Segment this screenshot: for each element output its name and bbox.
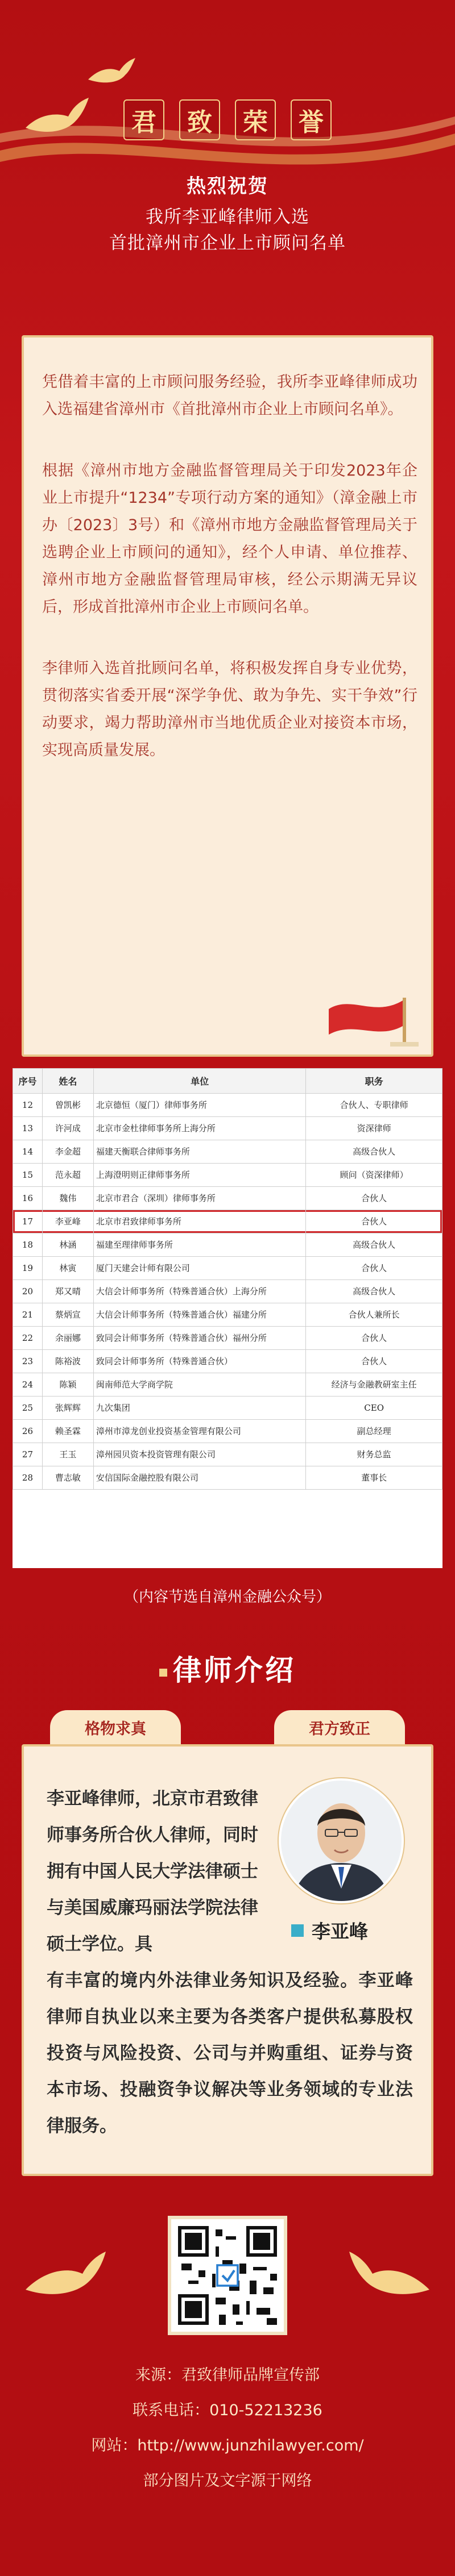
- cell-position: 高级合伙人: [306, 1280, 442, 1303]
- cell-position: CEO: [306, 1397, 442, 1420]
- qr-code-icon: [171, 2219, 284, 2332]
- table-row: [13, 1094, 442, 1117]
- dove-icon-top: [85, 57, 136, 91]
- cell-position: 合伙人、专职律师: [306, 1094, 442, 1117]
- cell-name: 张辉辉: [42, 1397, 93, 1420]
- cell-index: 14: [13, 1140, 43, 1164]
- title-char: 誉: [291, 99, 332, 140]
- cell-index: 18: [13, 1233, 43, 1257]
- cell-index: 12: [13, 1094, 43, 1117]
- lawyer-photo: [279, 1778, 404, 1903]
- title-square-icon: [159, 1669, 167, 1677]
- lawyer-name-tag: [291, 1917, 368, 1944]
- cell-index: 24: [13, 1373, 43, 1397]
- table-row: [13, 1327, 442, 1350]
- cell-position: 合伙人: [306, 1350, 442, 1373]
- header-unit: 单位: [93, 1069, 305, 1094]
- cell-position: 合伙人: [306, 1187, 442, 1210]
- cell-name: 许河成: [42, 1117, 93, 1140]
- cell-index: 21: [13, 1303, 43, 1327]
- table-row: [13, 1280, 442, 1303]
- footer-source: 来源：君致律师品牌宣传部: [135, 2366, 320, 2384]
- title-row: [0, 99, 455, 139]
- headline-congrats: 热烈祝贺: [187, 175, 268, 198]
- table-body: [13, 1094, 442, 1490]
- table-row: [13, 1303, 442, 1327]
- section-title: [0, 1648, 455, 1689]
- cell-index: 22: [13, 1327, 43, 1350]
- source-note: （内容节选自漳州金融公众号）: [123, 1589, 331, 1606]
- header: [0, 0, 455, 318]
- name-marker-icon: [291, 1924, 304, 1937]
- intro-paragraph-3: 李律师入选首批顾问名单，将积极发挥自身专业优势，贯彻落实省委开展“深学争优、敢为争先、实干争效”行动要求，竭力帮助漳州市当地优质企业对接资本市场，实现高质量发展。: [42, 660, 417, 759]
- cell-position: 资深律师: [306, 1117, 442, 1140]
- cell-unit: 漳州园贝资本投资管理有限公司: [93, 1443, 305, 1466]
- footer-disclaimer: 部分图片及文字源于网络: [143, 2472, 312, 2490]
- cell-unit: 北京德恒（厦门）律师事务所: [93, 1094, 305, 1117]
- cell-name: 余丽娜: [42, 1327, 93, 1350]
- cell-name: 王玉: [42, 1443, 93, 1466]
- cell-name: 范永超: [42, 1164, 93, 1187]
- cell-name: 曹志敏: [42, 1466, 93, 1490]
- cell-index: 15: [13, 1164, 43, 1187]
- table-row: [13, 1466, 442, 1490]
- headline-line2: 我所李亚峰律师入选: [146, 207, 309, 227]
- cell-name: 曾凯彬: [42, 1094, 93, 1117]
- headline-line3: 首批漳州市企业上市顾问名单: [109, 233, 346, 253]
- cell-unit: 福建至理律师事务所: [93, 1233, 305, 1257]
- table-row: [13, 1443, 442, 1466]
- headline: [0, 170, 455, 256]
- cell-index: 13: [13, 1117, 43, 1140]
- header-index: 序号: [13, 1069, 43, 1094]
- cell-unit: 北京市君致律师事务所: [93, 1210, 305, 1233]
- cell-position: 合伙人: [306, 1210, 442, 1233]
- lawyer-card: [22, 1744, 433, 2176]
- title-char: 致: [179, 99, 220, 140]
- cell-unit: 北京市君合（深圳）律师事务所: [93, 1187, 305, 1210]
- cell-name: 林寅: [42, 1257, 93, 1280]
- qr-code[interactable]: [168, 2216, 287, 2335]
- table-row: [13, 1140, 442, 1164]
- table-row: [13, 1164, 442, 1187]
- table-row: [13, 1117, 442, 1140]
- table-row: [13, 1397, 442, 1420]
- table-row: [13, 1257, 442, 1280]
- cell-unit: 九次集团: [93, 1397, 305, 1420]
- cell-name: 魏伟: [42, 1187, 93, 1210]
- header-name: 姓名: [42, 1069, 93, 1094]
- cell-unit: 漳州市漳龙创业投资基金管理有限公司: [93, 1420, 305, 1443]
- intro-paragraph-1: 凭借着丰富的上市顾问服务经验，我所李亚峰律师成功入选福建省漳州市《首批漳州市企业上市顾问名单》。: [42, 373, 417, 418]
- tag-left: 格物求真: [50, 1710, 181, 1744]
- cell-unit: 厦门天建会计师有限公司: [93, 1257, 305, 1280]
- table-row: [13, 1350, 442, 1373]
- cell-position: 财务总监: [306, 1443, 442, 1466]
- table-row: [13, 1210, 442, 1233]
- cell-unit: 上海澄明则正律师事务所: [93, 1164, 305, 1187]
- cell-position: 副总经理: [306, 1420, 442, 1443]
- cell-position: 高级合伙人: [306, 1233, 442, 1257]
- cell-name: 陈颖: [42, 1373, 93, 1397]
- cell-index: 16: [13, 1187, 43, 1210]
- cell-position: 董事长: [306, 1466, 442, 1490]
- cell-name: 郑又晴: [42, 1280, 93, 1303]
- cell-unit: 致同会计师事务所（特殊普通合伙）: [93, 1350, 305, 1373]
- cell-unit: 闽南师范大学商学院: [93, 1373, 305, 1397]
- section-title-text: 律师介绍: [173, 1654, 296, 1687]
- cell-index: 26: [13, 1420, 43, 1443]
- dove-icon-bottom-right: [347, 2250, 432, 2307]
- cell-index: 25: [13, 1397, 43, 1420]
- cell-index: 23: [13, 1350, 43, 1373]
- dove-icon-bottom-left: [23, 2250, 108, 2307]
- cell-position: 顾问（资深律师）: [306, 1164, 442, 1187]
- lawyer-bio-top: 李亚峰律师，北京市君致律师事务所合伙人律师，同时拥有中国人民大学法律硕士与美国威廉玛丽法学院法律硕士学位。具: [47, 1789, 258, 1954]
- table-row: [13, 1187, 442, 1210]
- cell-index: 28: [13, 1466, 43, 1490]
- cell-index: 27: [13, 1443, 43, 1466]
- footer-phone: 联系电话：010-52213236: [133, 2402, 322, 2419]
- advisor-table-grid: [13, 1068, 442, 1490]
- cell-name: 李金超: [42, 1140, 93, 1164]
- cell-position: 合伙人兼所长: [306, 1303, 442, 1327]
- cell-index: 19: [13, 1257, 43, 1280]
- cell-name: 赖圣霖: [42, 1420, 93, 1443]
- cell-position: 合伙人: [306, 1257, 442, 1280]
- advisor-table: [13, 1068, 442, 1568]
- cell-position: 经济与金融教研室主任: [306, 1373, 442, 1397]
- cell-name: 陈裕波: [42, 1350, 93, 1373]
- cell-unit: 大信会计师事务所（特殊普通合伙）上海分所: [93, 1280, 305, 1303]
- cell-name: 李亚峰: [42, 1210, 93, 1233]
- intro-text: [42, 369, 417, 798]
- title-char: 荣: [235, 99, 276, 140]
- cell-position: 合伙人: [306, 1327, 442, 1350]
- cell-index: 20: [13, 1280, 43, 1303]
- cell-index: 17: [13, 1210, 43, 1233]
- tag-right: 君方致正: [274, 1710, 405, 1744]
- table-row: [13, 1420, 442, 1443]
- cell-unit: 大信会计师事务所（特殊普通合伙）福建分所: [93, 1303, 305, 1327]
- cell-unit: 致同会计师事务所（特殊普通合伙）福州分所: [93, 1327, 305, 1350]
- intro-card: [22, 335, 433, 1057]
- cell-unit: 安信国际金融控股有限公司: [93, 1466, 305, 1490]
- table-row: [13, 1373, 442, 1397]
- title-char: 君: [123, 99, 164, 140]
- table-row: [13, 1233, 442, 1257]
- cell-position: 高级合伙人: [306, 1140, 442, 1164]
- cell-name: 林涵: [42, 1233, 93, 1257]
- footer-website[interactable]: 网站：http://www.junzhilawyer.com/: [91, 2437, 364, 2454]
- cell-name: 蔡炳宣: [42, 1303, 93, 1327]
- header-position: 职务: [306, 1069, 442, 1094]
- cell-unit: 福建天衡联合律师事务所: [93, 1140, 305, 1164]
- flag-icon: [323, 986, 420, 1049]
- table-header-row: [13, 1069, 442, 1094]
- intro-paragraph-2: 根据《漳州市地方金融监督管理局关于印发2023年企业上市提升“1234”专项行动方案的通知》（漳金融上市办〔2023〕3号）和《漳州市地方金融监督管理局关于选聘企业上市顾问的通知》，经个人申请、单位推荐、漳州市地方金融监督管理局审核，经公示期满无异议后，形成首批漳州市企业上市顾问名单。: [42, 462, 417, 616]
- lawyer-name: 李亚峰: [312, 1920, 368, 1943]
- lawyer-portrait-icon: [281, 1781, 402, 1901]
- footer: [0, 2358, 455, 2499]
- lawyer-bio-bottom: 有丰富的境内外法律业务知识及经验。李亚峰律师自执业以来主要为各类客户提供私募股权投资与风险投资、公司与并购重组、证券与资本市场、投融资争议解决等业务领域的专业法律服务。: [47, 1970, 413, 2136]
- cell-unit: 北京市金杜律师事务所上海分所: [93, 1117, 305, 1140]
- motto-tags: [22, 1710, 433, 1744]
